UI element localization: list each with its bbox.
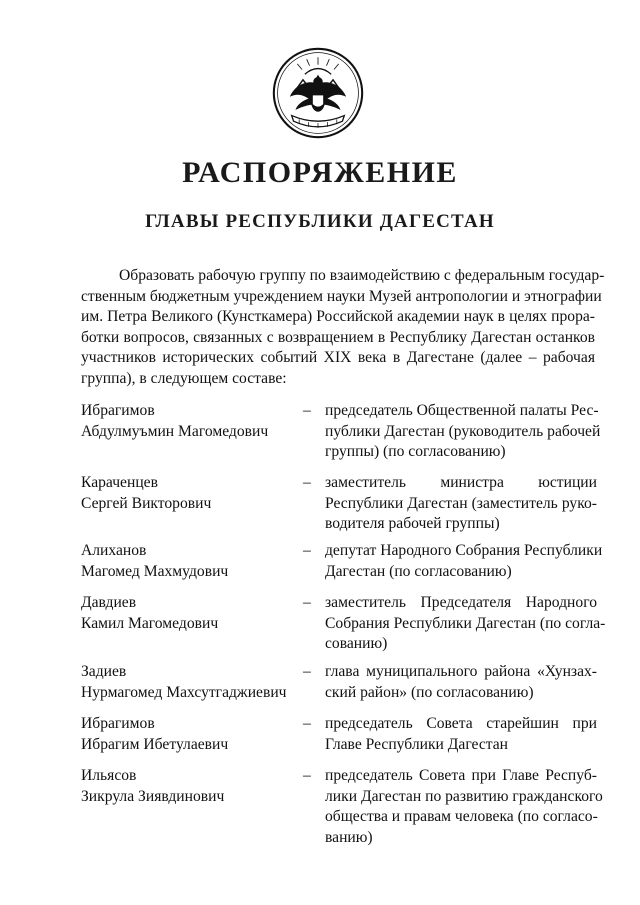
member-dash: – bbox=[303, 474, 311, 491]
intro-paragraph bbox=[81, 266, 605, 390]
member-role bbox=[325, 766, 603, 848]
member-surname: Алиханов bbox=[81, 542, 147, 559]
role-line: председатель Совета при Главе Респуб- bbox=[325, 767, 597, 784]
member-role bbox=[325, 473, 597, 535]
role-line: Собрания Республики Дагестан (по согла- bbox=[325, 614, 606, 632]
member-name bbox=[81, 714, 291, 755]
member-surname: Ибрагимов bbox=[81, 402, 155, 419]
intro-line: ственным бюджетным учреждением науки Музей антропологии и этнографии bbox=[81, 287, 602, 305]
member-surname: Караченцев bbox=[81, 474, 158, 491]
member-surname: Давдиев bbox=[81, 594, 137, 611]
member-given-name: Ибрагим Ибетулаевич bbox=[81, 735, 229, 753]
member-dash: – bbox=[303, 542, 311, 559]
role-line: лики Дагестан по развитию гражданского bbox=[325, 787, 603, 805]
intro-line: ботки вопросов, связанных с возвращением в Республику Дагестан останков bbox=[81, 328, 595, 346]
role-line: заместитель министра юстиции bbox=[325, 474, 597, 491]
role-line: общества и правам человека (по согласо- bbox=[325, 808, 598, 826]
member-given-name: Камил Магомедович bbox=[81, 614, 219, 632]
member-name bbox=[81, 473, 291, 514]
member-role bbox=[325, 662, 597, 703]
role-line: публики Дагестан (руководитель рабочей bbox=[325, 422, 601, 440]
role-line: Дагестан (по согласованию) bbox=[325, 562, 512, 580]
member-role bbox=[325, 714, 597, 755]
member-dash: – bbox=[303, 402, 311, 419]
role-line: ский район» (по согласованию) bbox=[325, 683, 534, 701]
member-given-name: Нурмагомед Махсутгаджиевич bbox=[81, 683, 287, 701]
intro-line: им. Петра Великого (Кунсткамера) Российской академии наук в целях прора- bbox=[81, 308, 595, 326]
member-dash: – bbox=[303, 767, 311, 784]
member-surname: Задиев bbox=[81, 663, 127, 680]
role-line: сованию) bbox=[325, 635, 388, 653]
member-surname: Ильясов bbox=[81, 767, 137, 784]
role-line: водителя рабочей группы) bbox=[325, 515, 500, 533]
role-line: председатель Совета старейшин при bbox=[325, 715, 597, 732]
member-name bbox=[81, 541, 291, 582]
intro-line: Образовать рабочую группу по взаимодействию с федеральным государ- bbox=[119, 267, 605, 284]
member-given-name: Абдулмуъмин Магомедович bbox=[81, 422, 269, 440]
member-role bbox=[325, 593, 606, 655]
role-line: группы) (по согласованию) bbox=[325, 443, 506, 461]
member-name bbox=[81, 766, 291, 807]
member-dash: – bbox=[303, 715, 311, 732]
document-title: РАСПОРЯЖЕНИЕ bbox=[182, 156, 458, 189]
intro-line: участников исторических событий XIX века в Дагестане (далее – рабочая bbox=[81, 349, 595, 367]
document-subtitle: ГЛАВЫ РЕСПУБЛИКИ ДАГЕСТАН bbox=[145, 211, 495, 232]
member-role bbox=[325, 541, 603, 582]
role-line: председатель Общественной палаты Рес- bbox=[325, 402, 599, 419]
role-line: Республики Дагестан (заместитель руко- bbox=[325, 494, 597, 512]
member-role bbox=[325, 401, 601, 463]
member-given-name: Магомед Махмудович bbox=[81, 562, 229, 580]
role-line: Главе Республики Дагестан bbox=[325, 735, 509, 753]
member-given-name: Зикрула Зиявдинович bbox=[81, 787, 225, 805]
member-dash: – bbox=[303, 663, 311, 680]
intro-line: группа), в следующем составе: bbox=[81, 369, 287, 387]
member-surname: Ибрагимов bbox=[81, 715, 155, 732]
member-name bbox=[81, 593, 291, 634]
role-line: депутат Народного Собрания Республики bbox=[325, 542, 603, 559]
coat-of-arms-emblem bbox=[271, 46, 365, 140]
role-line: заместитель Председателя Народного bbox=[325, 594, 597, 611]
member-dash: – bbox=[303, 594, 311, 611]
role-line: ванию) bbox=[325, 828, 373, 846]
member-given-name: Сергей Викторович bbox=[81, 494, 212, 512]
member-name bbox=[81, 662, 291, 703]
role-line: глава муниципального района «Хунзах- bbox=[325, 663, 597, 680]
member-name bbox=[81, 401, 291, 442]
